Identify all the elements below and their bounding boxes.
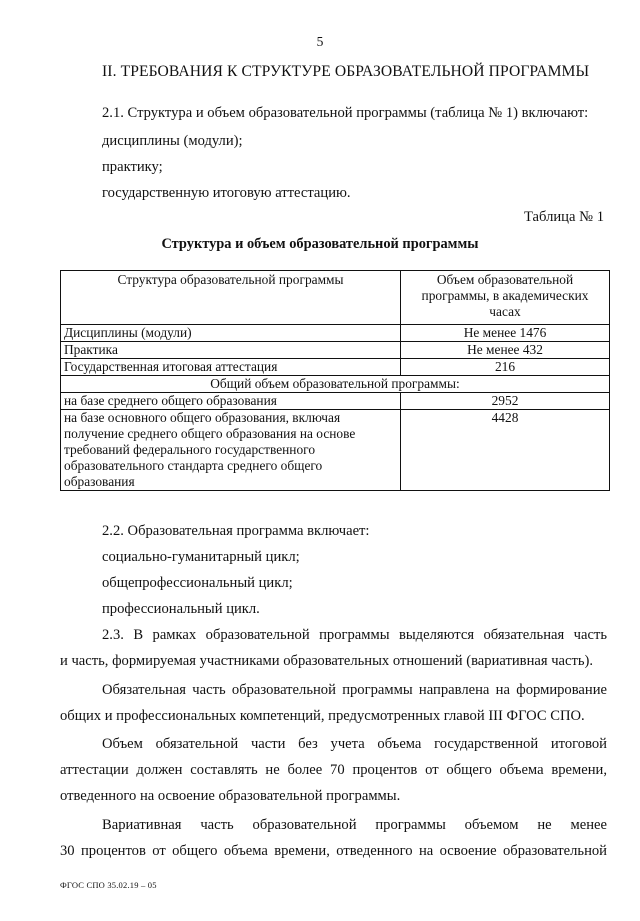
list-item: профессиональный цикл. [102,601,260,617]
header-structure: Структура образовательной программы [61,271,401,325]
row-label-line: получение среднего общего образования на основе [64,426,356,441]
paragraph-volume-line: аттестации должен составлять не более 70 процентов от общего объема времени, [60,762,607,778]
header-volume [401,271,610,325]
list-item: социально-гуманитарный цикл; [102,549,300,565]
page-number: 5 [316,34,324,49]
header-volume-line: программы, в академических [421,288,589,303]
paragraph-volume-line: отведенного на освоение образовательной программы. [60,788,401,804]
table-row [61,359,610,376]
table-title: Структура и объем образовательной программы [161,236,479,252]
table-row [61,325,610,342]
table-caption: Таблица № 1 [524,209,604,225]
list-item: практику; [102,159,163,175]
row-label-line: требований федерального государственного [64,442,316,457]
paragraph-variative-line: 30 процентов от общего объема времени, отведенного на освоение образовательной [60,843,607,859]
row-label: на базе среднего общего образования [61,393,401,410]
paragraph-volume-line: Объем обязательной части без учета объема государственной итоговой [102,736,607,752]
row-label: Государственная итоговая аттестация [61,359,401,376]
paragraph-2-3-line: и часть, формируемая участниками образовательных отношений (вариативная часть). [60,653,594,669]
paragraph-mandatory-line: Обязательная часть образовательной программы направлена на формирование [102,682,607,698]
table-row [61,342,610,359]
paragraph-2-1: 2.1. Структура и объем образовательной программы (таблица № 1) включают: [102,105,589,121]
structure-table [60,270,610,491]
table-row [61,393,610,410]
row-label: Практика [61,342,401,359]
table-header-row [61,271,610,325]
paragraph-2-2: 2.2. Образовательная программа включает: [102,523,370,539]
row-label [61,410,401,491]
list-item: дисциплины (модули); [102,133,243,149]
total-label: Общий объем образовательной программы: [61,376,610,393]
footer-code: ФГОС СПО 35.02.19 – 05 [60,880,157,890]
row-value: Не менее 1476 [401,325,610,342]
row-value: Не менее 432 [401,342,610,359]
row-label-line: на базе основного общего образования, включая [64,410,341,425]
row-label-line: образовательного стандарта среднего общего [64,458,323,473]
paragraph-2-3-line: 2.3. В рамках образовательной программы выделяются обязательная часть [102,627,607,643]
list-item: общепрофессиональный цикл; [102,575,293,591]
header-volume-line: часах [489,304,521,319]
row-label: Дисциплины (модули) [61,325,401,342]
row-value: 216 [401,359,610,376]
table-total-header-row [61,376,610,393]
paragraph-variative-line: Вариативная часть образовательной программы объемом не менее [102,817,607,833]
row-value: 2952 [401,393,610,410]
table-row [61,410,610,491]
row-label-line: образования [64,474,135,489]
list-item: государственную итоговую аттестацию. [102,185,351,201]
section-title: II. ТРЕБОВАНИЯ К СТРУКТУРЕ ОБРАЗОВАТЕЛЬНОЙ ПРОГРАММЫ [102,63,590,80]
paragraph-mandatory-line: общих и профессиональных компетенций, предусмотренных главой III ФГОС СПО. [60,708,585,724]
header-volume-line: Объем образовательной [436,272,574,287]
row-value: 4428 [401,410,610,491]
